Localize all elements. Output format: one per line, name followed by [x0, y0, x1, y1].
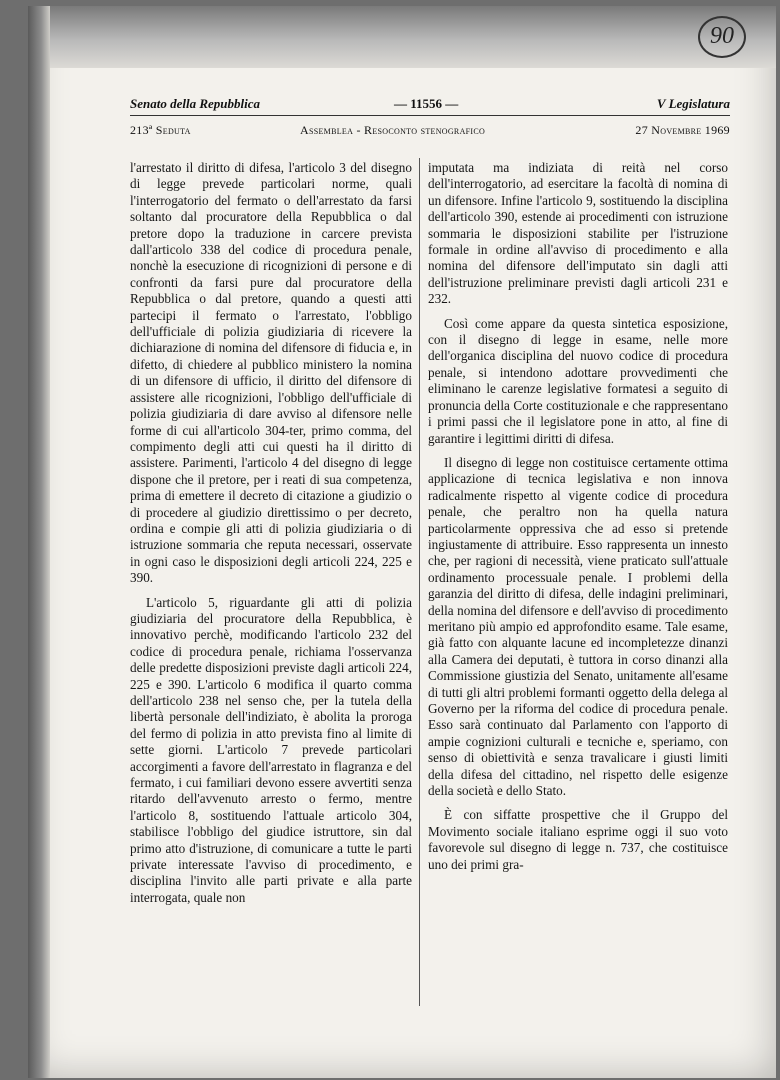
session-date: 27 Novembre 1969: [635, 123, 730, 137]
session-header: [130, 123, 730, 143]
paragraph: imputata ma indiziata di reità nel corso dell'interrogatorio, ad esercitare la facoltà di nomina di un difensore. Infine l'articolo 9, sostituendo la disciplina dell'articolo 390, estende ai procedimenti con istruzione sommaria le disposizioni stabilite per l'istruzione formale in ordine all'avviso di procedimento e alla nomina del difensore dell'imputato sin dagli atti dell'istruzione preliminare previsti dagli articoli 231 e 232.: [428, 160, 728, 307]
left-column: [130, 160, 412, 914]
folio-stamp: 90: [698, 16, 746, 58]
session-type: Assemblea - Resoconto stenografico: [300, 123, 486, 137]
header-rule: [130, 115, 730, 116]
paragraph: L'articolo 5, riguardante gli atti di polizia giudiziaria del procuratore della Repubblica, è innovativo perchè, modificando l'articolo 232 del codice di procedura penale, richiama l'osservanza delle predette disposizioni previste dagli articoli 224, 225 e 390. L'articolo 6 modifica il quarto comma dell'articolo 238 nel senso che, per la tutela della libertà personale dell'indiziato, è abolita la proroga del fermo di polizia in atto prevista fino al limite di sette giorni. L'articolo 7 prevede particolari accorgimenti a favore dell'arrestato in flagranza e del fermato, i cui familiari devono essere avvertiti senza ritardo dell'avvenuto arresto o fermo, mentre l'articolo 8, sostituendo l'attuale articolo 304, stabilisce l'obbligo del giudice istruttore, sin dal primo atto d'istruzione, di comunicare a tutte le parti private interessate l'avviso di procedimento, e disciplina l'invito alle parti private e alla parte interrogata, quale non: [130, 594, 412, 905]
paragraph: Così come appare da questa sintetica esposizione, con il disegno di legge in esame, nelle more dell'organica disciplina del nuovo codice di procedura penale, si intendono adottare provvedimenti che eliminano le carenze legislative formatesi a seguito di pronuncia della Corte costituzionale e che rappresentano i primi passi che il legislatore pone in atto, al fine di garantire i legittimi diritti di difesa.: [428, 315, 728, 446]
right-column: [428, 160, 728, 881]
page-number: — 11556 —: [394, 96, 459, 111]
paragraph: È con siffatte prospettive che il Gruppo del Movimento sociale italiano esprime oggi il suo voto favorevole sul disegno di legge n. 737, che costituisce uno dei primi gra-: [428, 807, 728, 872]
scan-top-band: [28, 6, 776, 68]
session-number: 213ª Seduta: [130, 123, 191, 137]
header-senate: Senato della Repubblica: [130, 96, 260, 111]
paragraph: l'arrestato il diritto di difesa, l'articolo 3 del disegno di legge prevede particolari norme, quali l'interrogatorio del fermato o dell'arrestato da farsi soltanto dal procuratore della Repubblica o dal pretore dopo la traduzione in carcere prevista dall'articolo 338 del codice di procedura penale, nonchè la esecuzione di ricognizioni di persone e di confronti da farsi pure dal procuratore della Repubblica o dal pretore, quando a questi atti partecipi il fermato o l'arrestato, l'obbligo dell'ufficiale di polizia giudiziaria di ricevere la dichiarazione di nomina del difensore di fiducia e, in difetto, di chiedere al pubblico ministero la nomina di un difensore di ufficio, il diritto del difensore di assistere alle ricognizioni, l'obbligo dell'ufficiale di polizia giudiziaria di dare avviso al difensore nelle forme di cui all'articolo 304-ter, primo comma, del compimento degli atti cui questi ha il diritto di assistere. Parimenti, l'articolo 4 del disegno di legge dispone che il pretore, per i reati di sua competenza, prima di emettere il decreto di citazione a giudizio o di procedere al giudizio direttissimo o per decreto, ordina e compie gli atti di polizia giudiziaria o di istruzione sommaria che reputa necessari, osservate in ogni caso le disposizioni degli articoli 224, 225 e 390.: [130, 160, 412, 586]
header-legislature: V Legislatura: [656, 96, 730, 111]
scan-left-strip: [28, 6, 50, 1078]
paragraph: Il disegno di legge non costituisce certamente ottima applicazione di tecnica legislativa e non innova radicalmente rispetto al vigente codice di procedura penale, che peraltro non ha quella natura particolarmente oppressiva che ad esso si pretende ingiustamente di attribuire. Esso rappresenta un innesto che, per ragioni di necessità, viene praticato sull'attuale ordinamento processuale penale. I problemi della garanzia del diritto di difesa, delle indagini preliminari, della nomina del difensore e dell'avviso di procedimento meritano più ampio ed approfondito esame. Tale esame, già fatto con alquante lacune ed incompletezze dinanzi alla Camera dei deputati, è tuttora in corso dinanzi alla Commissione giustizia del Senato, unitamente all'esame di tutti gli altri problemi formanti oggetto della delega al Governo per la riforma del codice di procedura penale. Esso sarà continuato dal Parlamento con l'apporto di ampie cognizioni culturali e tecniche e, speriamo, con senso di obiettività e senza travalicare i giusti limiti della difesa del cittadino, nel rispetto delle esigenze della società e dello Stato.: [428, 454, 728, 799]
column-divider: [419, 158, 420, 1006]
